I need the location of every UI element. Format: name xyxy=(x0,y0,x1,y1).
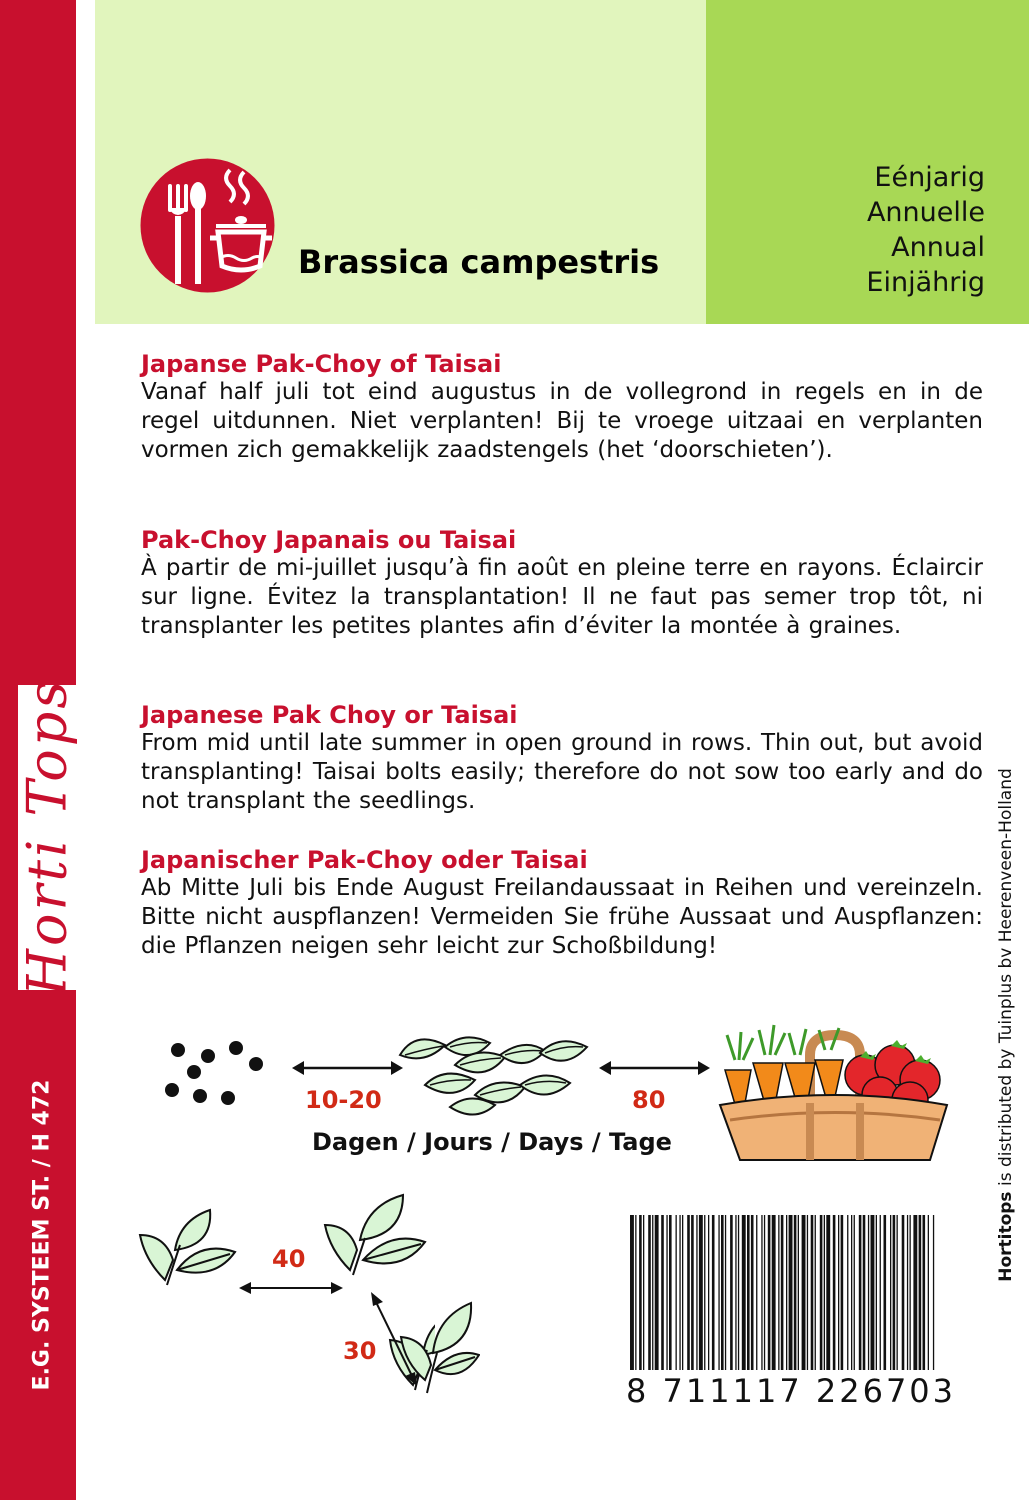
barcode-bar xyxy=(756,1215,757,1370)
section-en xyxy=(141,701,983,816)
latin-name: Brassica campestris xyxy=(298,243,660,281)
barcode-bar xyxy=(764,1215,765,1370)
barcode-bar xyxy=(704,1215,705,1370)
distributor-line xyxy=(996,768,1016,1282)
plant-icon xyxy=(395,1295,480,1395)
barcode-bar xyxy=(669,1215,672,1370)
section-text: À partir de mi-juillet jusqu’à fin août en pleine terre en rayons. Éclaircir sur ligne. Évitez la transplantation! Il ne faut pas semer trop tôt, ni transplanter les petites plantes afin d’éviter la montée à graines. xyxy=(141,555,983,639)
barcode-bar xyxy=(730,1215,733,1370)
barcode-bar xyxy=(768,1215,771,1370)
barcode-number: 8 711117 226703 xyxy=(626,1372,957,1410)
barcode-bar xyxy=(807,1215,808,1370)
barcode-bar xyxy=(643,1215,644,1370)
section-title: Japanischer Pak-Choy oder Taisai xyxy=(141,846,588,874)
certification-label: E.G. SYSTEEM ST. / H 472 xyxy=(29,1079,55,1391)
barcode-bar xyxy=(687,1215,690,1370)
barcode-bar xyxy=(824,1215,825,1370)
plant-spacing: 40 xyxy=(272,1245,306,1273)
kitchen-icon xyxy=(140,158,275,293)
barcode-bar xyxy=(854,1215,855,1370)
barcode-bar xyxy=(893,1215,896,1370)
barcode-bar xyxy=(725,1215,726,1370)
section-de xyxy=(141,846,983,961)
barcode-bar xyxy=(751,1215,754,1370)
barcode-bar xyxy=(820,1215,823,1370)
double-arrow-icon xyxy=(290,1058,405,1078)
barcode-bar xyxy=(789,1215,793,1370)
barcode-bar xyxy=(652,1215,653,1370)
section-text: From mid until late summer in open ground in rows. Thin out, but avoid transplanting! Taisai bolts easily; therefore do not sow too early and do not transplant the seedlings. xyxy=(141,730,983,814)
barcode-bar xyxy=(738,1215,739,1370)
barcode-bar xyxy=(691,1215,694,1370)
barcode-bar xyxy=(833,1215,836,1370)
barcode-bar xyxy=(648,1215,651,1370)
distributor-brand: Hortitops xyxy=(996,1191,1016,1282)
barcode-bar xyxy=(661,1215,664,1370)
lifecycle-list xyxy=(866,160,985,300)
barcode-bar xyxy=(718,1215,719,1370)
section-fr xyxy=(141,526,983,641)
barcode-bar xyxy=(630,1215,634,1370)
barcode-bar xyxy=(639,1215,642,1370)
germination-days: 10-20 xyxy=(305,1086,382,1114)
barcode-bar xyxy=(933,1215,934,1370)
harvest-days: 80 xyxy=(632,1086,666,1114)
barcode-bar xyxy=(880,1215,881,1370)
barcode-bar xyxy=(841,1215,844,1370)
barcode-bar xyxy=(859,1215,862,1370)
barcode-bar xyxy=(847,1215,848,1370)
seedlings-icon xyxy=(395,1025,590,1125)
section-nl xyxy=(141,350,983,465)
barcode-bar xyxy=(786,1215,787,1370)
barcode-bar xyxy=(868,1215,869,1370)
days-label: Dagen / Jours / Days / Tage xyxy=(312,1128,672,1156)
barcode-bar xyxy=(802,1215,806,1370)
barcode-bar xyxy=(699,1215,703,1370)
barcode-bar xyxy=(871,1215,875,1370)
barcode-bar xyxy=(897,1215,898,1370)
brand-logo-text: Horti Tops xyxy=(15,677,79,997)
barcode-bar xyxy=(884,1215,887,1370)
barcode-bar xyxy=(826,1215,830,1370)
barcode-bar xyxy=(890,1215,891,1370)
lifecycle-de: Einjährig xyxy=(866,267,985,298)
barcode-bar xyxy=(811,1215,814,1370)
distributor-text: is distributed by Tuinplus bv Heerenveen-Holland xyxy=(996,768,1016,1192)
barcode-bar xyxy=(742,1215,746,1370)
barcode-bar xyxy=(712,1215,715,1370)
barcode-bar xyxy=(747,1215,750,1370)
barcode-bar xyxy=(781,1215,784,1370)
section-text: Vanaf half juli tot eind augustus in de vollegrond in regels en in de regel uitdunnen. Niet verplanten! Bij te vroege uitzaai en verplanten vormen zich gemakkelijk zaadstengels (het ‘doorschieten’). xyxy=(141,379,983,463)
row-spacing: 30 xyxy=(343,1337,377,1365)
seeds-icon xyxy=(160,1040,270,1110)
barcode-bar xyxy=(682,1215,683,1370)
barcode-bar xyxy=(696,1215,697,1370)
section-title: Pak-Choy Japanais ou Taisai xyxy=(141,526,517,554)
barcode-bar xyxy=(923,1215,926,1370)
barcode-bar xyxy=(794,1215,797,1370)
barcode-bar xyxy=(815,1215,816,1370)
barcode-bar xyxy=(708,1215,709,1370)
lifecycle-en: Annual xyxy=(891,232,985,263)
barcode-bar xyxy=(863,1215,866,1370)
section-title: Japanse Pak-Choy of Taisai xyxy=(141,350,502,378)
barcode-bar xyxy=(910,1215,911,1370)
plant-spacing-icon xyxy=(135,1190,435,1400)
barcode-bar xyxy=(913,1215,917,1370)
lifecycle-nl: Eénjarig xyxy=(874,162,985,193)
barcode-bar xyxy=(876,1215,877,1370)
barcode-bar xyxy=(902,1215,905,1370)
barcode-bar xyxy=(676,1215,677,1370)
barcode-bar xyxy=(928,1215,929,1370)
barcode-bar xyxy=(778,1215,779,1370)
barcode-bar xyxy=(851,1215,852,1370)
lifecycle-fr: Annuelle xyxy=(866,197,985,228)
barcode-bar xyxy=(655,1215,659,1370)
barcode-bar xyxy=(798,1215,799,1370)
barcode-bar xyxy=(666,1215,667,1370)
harvest-basket-icon xyxy=(715,1015,950,1165)
barcode-bar xyxy=(735,1215,736,1370)
barcode-bar xyxy=(635,1215,636,1370)
section-text: Ab Mitte Juli bis Ende August Freilandaussaat in Reihen und vereinzeln. Bitte nicht auspflanzen! Vermeiden Sie frühe Aussaat und Auspflanzen: die Pflanzen neigen sehr leicht zur Schoßbildung! xyxy=(141,875,983,959)
barcode-bar xyxy=(919,1215,922,1370)
barcode-bar xyxy=(761,1215,762,1370)
barcode-bar xyxy=(772,1215,776,1370)
barcode-bar xyxy=(679,1215,680,1370)
barcode xyxy=(630,1215,935,1370)
double-arrow-icon xyxy=(597,1058,712,1078)
barcode-bar xyxy=(838,1215,839,1370)
barcode-bar xyxy=(721,1215,724,1370)
section-title: Japanese Pak Choy or Taisai xyxy=(141,701,518,729)
barcode-bar xyxy=(907,1215,908,1370)
